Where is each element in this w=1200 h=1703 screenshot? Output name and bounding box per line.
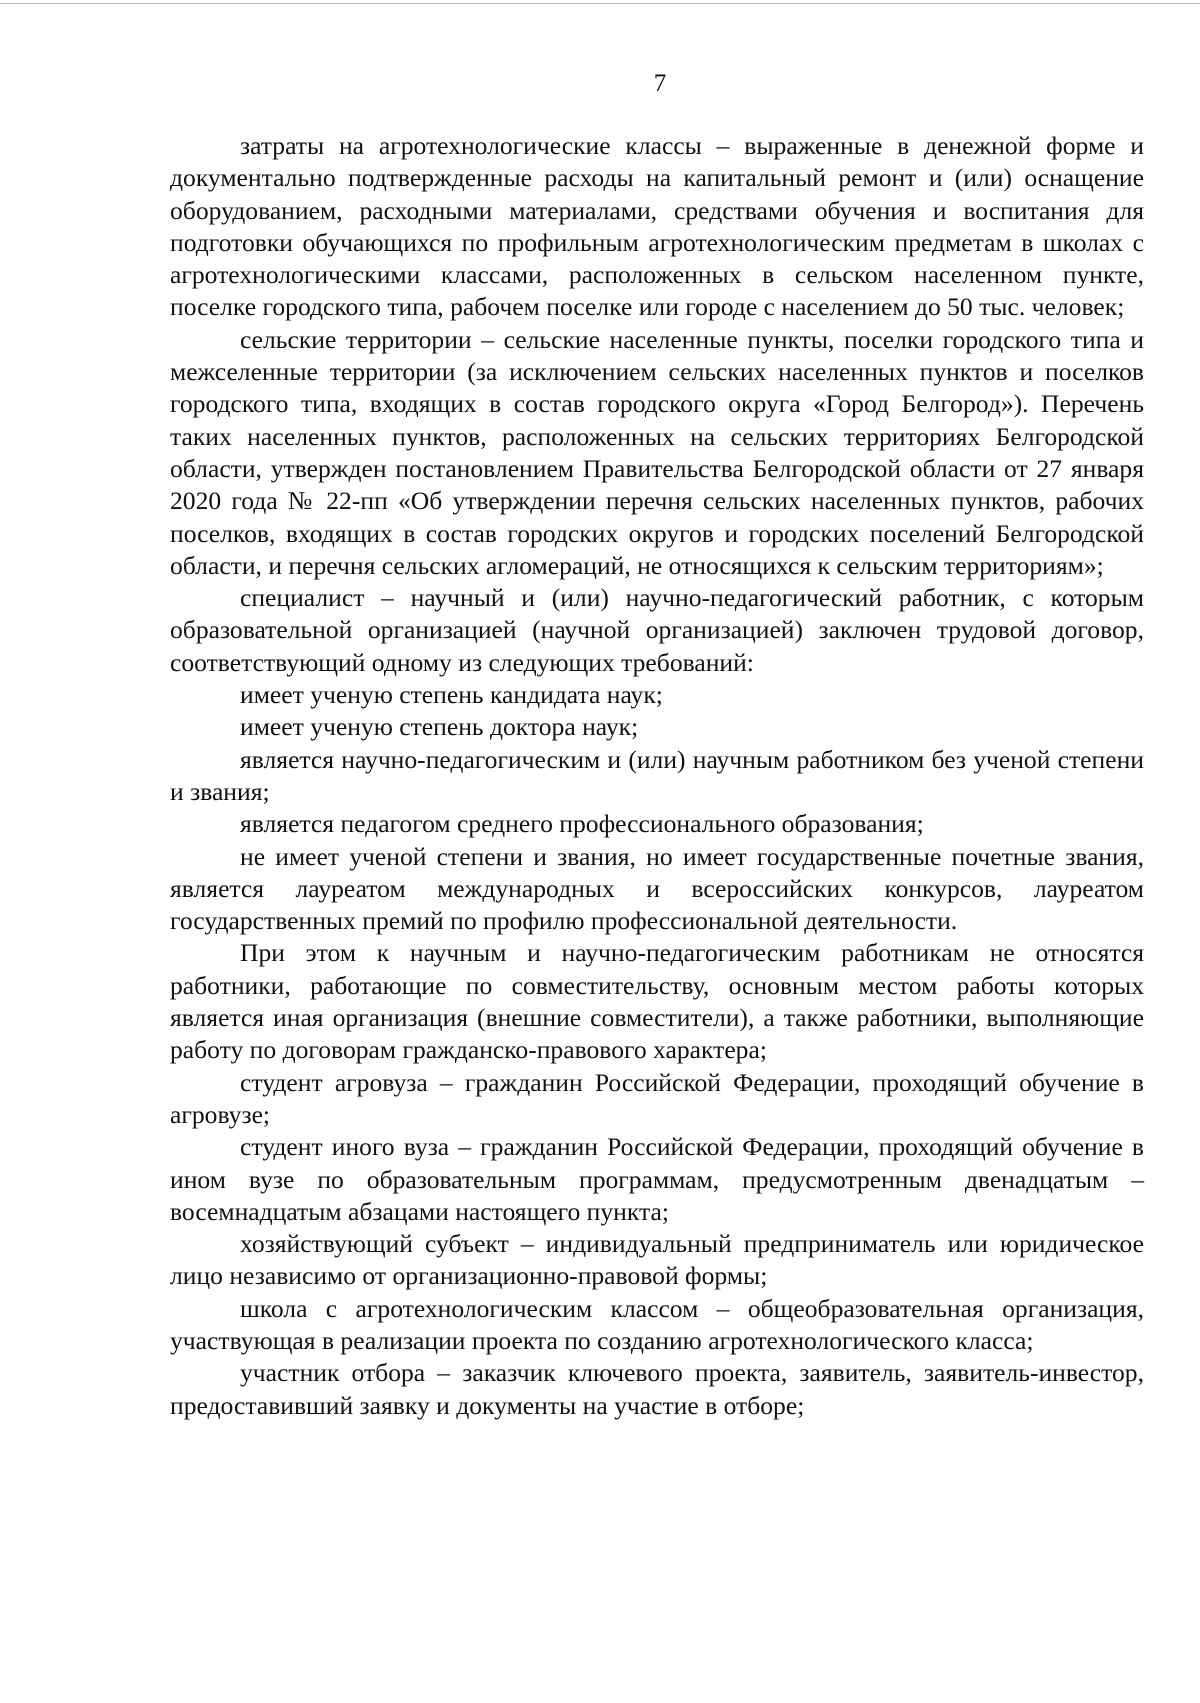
paragraph-honorary-titles: не имеет ученой степени и звания, но имеет государственные почетные звания, является лауреатом международных и всероссийских конкурсов, лауреатом государственных премий по профилю профессиональной деятельности. — [170, 841, 1144, 936]
paragraph-exclusions: При этом к научным и научно-педагогическим работникам не относятся работники, работающие по совместительству, основным местом работы которых является иная организация (внешние совместители), а также работники, выполняющие работу по договорам гражданско-правового характера; — [170, 938, 1144, 1065]
paragraph-school-with-agrotech-class: школа с агротехнологическим классом – общеобразовательная организация, участвующая в реализации проекта по созданию агротехнологического класса; — [170, 1293, 1144, 1355]
paragraph-vocational-teacher: является педагогом среднего профессионального образования; — [240, 809, 924, 839]
paragraph-doctor-degree: имеет ученую степень доктора наук; — [240, 712, 639, 742]
paragraph-selection-participant: участник отбора – заказчик ключевого проекта, заявитель, заявитель-инвестор, предоставивший заявку и документы на участие в отборе; — [170, 1358, 1144, 1420]
page-number: 7 — [653, 70, 667, 97]
paragraph-no-degree-researcher: является научно-педагогическим и (или) научным работником без ученой степени и звания; — [170, 744, 1144, 806]
paragraph-business-entity: хозяйствующий субъект – индивидуальный предприниматель или юридическое лицо независимо от организационно-правовой формы; — [170, 1229, 1144, 1291]
paragraph-other-university-student: студент иного вуза – гражданин Российской Федерации, проходящий обучение в ином вузе по образовательным программам, предусмотренным двенадцатым – восемнадцатым абзацами настоящего пункта; — [170, 1132, 1144, 1226]
paragraph-agrotech-class-costs: затраты на агротехнологические классы – выраженные в денежной форме и документально подтвержденные расходы на капитальный ремонт и (или) оснащение оборудованием, расходными материалами, средствами обучения и воспитания для подготовки обучающихся по профильным агротехнологическим предметам в школах с агротехнологическими классами, расположенных в сельском населенном пункте, поселке городского типа, рабочем поселке или городе с населением до 50 тыс. человек; — [170, 131, 1144, 322]
body-text — [170, 130, 1144, 1422]
paragraph-candidate-degree: имеет ученую степень кандидата наук; — [240, 680, 663, 710]
paragraph-agro-university-student: студент агровуза – гражданин Российской Федерации, проходящий обучение в агровузе; — [170, 1067, 1144, 1129]
scan-top-edge-line — [0, 3, 1200, 4]
paragraph-rural-territories: сельские территории – сельские населенные пункты, поселки городского типа и межселенные территории (за исключением сельских населенных пунктов и поселков городского типа, входящих в состав городского округа «Город Белгород»). Перечень таких населенных пунктов, расположенных на сельских территориях Белгородской области, утвержден постановлением Правительства Белгородской области от 27 января 2020 года № 22-пп «Об утверждении перечня сельских населенных пунктов, рабочих поселков, входящих в состав городских округов и городских поселений Белгородской области, и перечня сельских агломераций, не относящихся к сельским территориям»; — [170, 324, 1144, 580]
paragraph-specialist: специалист – научный и (или) научно-педагогический работник, с которым образовательной организацией (научной организацией) заключен трудовой договор, соответствующий одному из следующих требований: — [170, 583, 1144, 677]
